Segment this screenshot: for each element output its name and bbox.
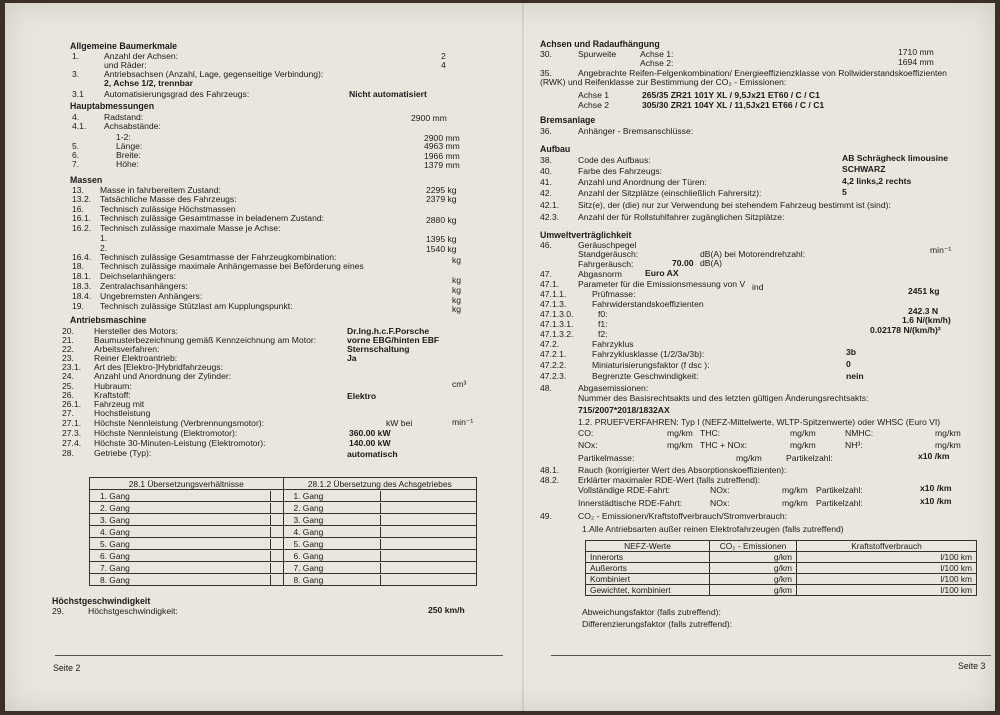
right_page-text-98: Erklärter maximaler RDE-Wert (falls zutreffend):: [578, 475, 761, 485]
right_page-text-111: 1.Alle Antriebsarten außer reinen Elektrofahrzeugen (falls zutreffend): [582, 524, 844, 534]
right_page-text-45: Euro AX: [645, 268, 679, 278]
left_page-text-72: Arbeitsverfahren:: [94, 344, 160, 354]
right_page-text-90: mg/km: [935, 440, 961, 450]
co2-table-row: [586, 563, 977, 574]
co2-cell-co2: g/km: [710, 585, 797, 596]
right_page-text-110: CO₂ - Emissionen/Kraftstoffverbrauch/Stromverbrauch:: [578, 511, 788, 521]
gear-label: 3. Gang: [293, 514, 324, 525]
right_page-text-83: NMHC:: [845, 428, 874, 438]
left_page-text-84: 26.: [62, 390, 74, 400]
right_page-text-32: 42.3.: [540, 212, 560, 222]
left_page-text-78: Art des [Elektro-]Hybridfahrzeugs:: [94, 362, 223, 372]
right_page-text-25: Anzahl und Anordnung der Türen:: [578, 177, 707, 187]
right_page-text-30: 42.1.: [540, 200, 560, 210]
left_page-text-5: 4: [441, 60, 446, 70]
left_page-text-20: 5.: [72, 141, 80, 151]
right_page-text-76: Nummer des Basisrechtsakts und des letzten gültigen Änderungsrechtsakts:: [578, 393, 869, 403]
right_page-text-11: 265/35 ZR21 101Y XL / 9,5Jx21 ET60 / C / C1: [642, 90, 820, 100]
left_page-text-14: Radstand:: [104, 112, 144, 122]
right_page-text-61: f2:: [598, 329, 608, 339]
gear-table-header: 28.1.2 Übersetzung des Achsgetriebes: [283, 478, 477, 490]
left_page-text-36: 16.: [72, 204, 84, 214]
right_page-text-34: Umweltverträglichkeit: [540, 230, 632, 240]
gear-table-row: [90, 550, 477, 562]
left_page-text-29: Massen: [70, 175, 103, 185]
left_page-text-9: 3.1: [72, 89, 84, 99]
right_page-text-8: Angebrachte Reifen-Felgenkombination/ Energieeffizienzklasse von Rollwiderstandskoeffizienten: [578, 68, 947, 78]
left_page-text-19: 2900 mm: [424, 133, 460, 143]
right_page-text-57: 47.1.3.1.: [540, 319, 574, 329]
left_page-text-104: Höchstgeschwindigkeit: [52, 596, 151, 606]
right_page-text-0: Achsen und Radaufhängung: [540, 39, 660, 49]
right_page-text-35: 46.: [540, 240, 552, 250]
left_page-text-35: 2379 kg: [426, 194, 457, 204]
co2-table-row: [586, 552, 977, 563]
left_page-text-28: 1379 mm: [424, 160, 460, 170]
left_page-text-76: Ja: [347, 353, 357, 363]
right_page-text-92: mg/km: [736, 453, 762, 463]
left_page-text-67: Dr.Ing.h.c.F.Porsche: [347, 326, 430, 336]
right_page-text-60: 47.1.3.2.: [540, 329, 574, 339]
right_page-text-81: THC:: [700, 428, 721, 438]
left_page-text-82: Hubraum:: [94, 381, 132, 391]
left_page-text-15: 2900 mm: [411, 113, 447, 123]
left_page-text-73: Sternschaltung: [347, 344, 410, 354]
right_page-text-88: mg/km: [790, 440, 816, 450]
left_page-text-27: Höhe:: [116, 159, 139, 169]
left_page-text-16: 4.1.: [72, 121, 87, 131]
right_page-text-80: mg/km: [667, 428, 693, 438]
left_page-text-38: 16.1.: [72, 213, 92, 223]
gear-table-row: [90, 502, 477, 514]
left_page-text-94: min⁻¹: [452, 417, 474, 427]
right_page-text-7: 35.: [540, 68, 552, 78]
right_page-text-112: Abweichungsfaktor (falls zutreffend):: [582, 607, 721, 617]
right_page-text-104: Innerstädtische RDE-Fahrt:: [578, 498, 683, 508]
left_page-text-49: kg: [452, 255, 462, 265]
right_page-text-13: 305/30 ZR21 104Y XL / 11,5Jx21 ET66 / C / C1: [642, 100, 825, 110]
right_page-text-65: 47.2.1.: [540, 349, 567, 359]
left_page-text-64: Antriebsmaschine: [70, 315, 147, 325]
right_page-text-37: Standgeräusch:: [578, 249, 639, 259]
left_page-text-0: Allgemeine Baumerkmale: [70, 41, 178, 51]
co2-cell-co2: g/km: [710, 552, 797, 563]
left_page-text-80: Anzahl und Anordnung der Zylinder:: [94, 371, 232, 381]
left_page-text-50: 18.: [72, 261, 84, 271]
right_page-text-95: 48.1.: [540, 465, 560, 475]
right_page-text-54: 47.1.3.0.: [540, 309, 574, 319]
right_page-text-39: min⁻¹: [930, 245, 952, 255]
right_page-text-56: 242.3 N: [908, 306, 939, 316]
right_page-text-26: 4,2 links,2 rechts: [842, 176, 912, 186]
left_page-text-52: 18.1.: [72, 271, 92, 281]
gear-table-row: [90, 514, 477, 526]
gear-table-header: 28.1 Übersetzungsverhältnisse: [90, 478, 284, 490]
left_page-text-7: Antriebsachsen (Anzahl, Lage, gegenseitige Verbindung):: [104, 69, 324, 79]
left_page-text-13: 4.: [72, 112, 80, 122]
left_page-text-79: 24.: [62, 371, 74, 381]
left_page-text-53: Deichselanhängers:: [100, 271, 176, 281]
right_page-text-107: Partikelzahl:: [816, 498, 863, 508]
gear-label: 8. Gang: [293, 574, 324, 585]
right_page-text-74: 48.: [540, 383, 552, 393]
left_page-text-8: 2, Achse 1/2, trennbar: [104, 78, 193, 88]
right_page-text-97: 48.2.: [540, 475, 560, 485]
footer-rule-left: [55, 655, 503, 656]
left_page-text-99: Höchste 30-Minuten-Leistung (Elektromotor):: [94, 438, 266, 448]
co2-cell-label: Außerorts: [586, 563, 710, 574]
right_page-text-20: AB Schrägheck limousine: [842, 153, 949, 163]
left_page-text-93: kW bei: [386, 418, 413, 428]
left_page-text-66: Hersteller des Motors:: [94, 326, 179, 336]
left_page-text-62: Technisch zulässige Stützlast am Kupplungspunkt:: [100, 301, 293, 311]
left_page-text-12: Hauptabmessungen: [70, 101, 155, 111]
gear-label: 2. Gang: [100, 502, 130, 513]
right_page-text-4: 1710 mm: [898, 47, 934, 57]
page-fold: [522, 3, 524, 711]
left_page-text-98: 27.4.: [62, 438, 82, 448]
right_page-text-89: NH³:: [845, 440, 863, 450]
right_page-text-64: Fahrzyklus: [592, 339, 634, 349]
right_page-text-59: 1.6 N/(km/h): [902, 315, 951, 325]
right_page-text-55: f0:: [598, 309, 608, 319]
left_page-text-37: Technisch zulässige Höchstmassen: [100, 204, 236, 214]
right_page-text-101: mg/km: [782, 485, 808, 495]
left_page-text-57: kg: [452, 285, 462, 295]
left_page-text-17: Achsabstände:: [104, 121, 161, 131]
right_page-text-2: Spurweite: [578, 49, 617, 59]
left_page-text-89: 27.: [62, 408, 74, 418]
right_page-text-43: 47.: [540, 269, 552, 279]
left_page-text-71: 22.: [62, 344, 74, 354]
left_page-text-26: 7.: [72, 159, 80, 169]
right_page-text-19: Code des Aufbaus:: [578, 155, 651, 165]
left_page-text-45: 2.: [100, 243, 108, 253]
left_page-text-87: 26.1.: [62, 399, 82, 409]
co2-table-row: [586, 585, 977, 596]
left_page-text-48: Technisch zulässige Gesamtmasse der Fahrzeugkombination:: [100, 252, 337, 262]
right_page-text-93: Partikelzahl:: [786, 453, 833, 463]
left_page-text-51: Technisch zulässige maximale Anhängemasse bei Beförderung eines: [100, 261, 364, 271]
left_page-text-105: 29.: [52, 606, 64, 616]
right_page-text-78: 1.2. PRUEFVERFAHREN: Typ I (NEFZ-Mittelwerte, WLTP-Spitzenwerte) oder WHSC (Euro VI): [578, 417, 941, 427]
right_page-text-70: 0: [846, 359, 851, 369]
left_page-text-70: vorne EBG/hinten EBF: [347, 335, 440, 345]
right_page-text-63: 47.2.: [540, 339, 560, 349]
left_page-text-10: Automatisierungsgrad des Fahrzeugs:: [104, 89, 250, 99]
left_page-text-83: cm³: [452, 379, 467, 389]
right_page-text-103: x10 /km: [920, 483, 952, 493]
right_page-text-17: Aufbau: [540, 144, 571, 154]
left_page-text-59: Ungebremsten Anhängers:: [100, 291, 203, 301]
right_page-text-113: Differenzierungsfaktor (falls zutreffend):: [582, 619, 733, 629]
left_page-text-40: 2880 kg: [426, 215, 457, 225]
co2-table-header: NEFZ-Werte: [586, 541, 710, 552]
left_page-text-91: 27.1.: [62, 418, 82, 428]
gear-label: 4. Gang: [293, 526, 324, 537]
left_page-text-30: 13.: [72, 185, 84, 195]
right_page-text-67: 3b: [846, 347, 857, 357]
right_page-text-87: THC + NOx:: [700, 440, 748, 450]
left_page-text-95: 27.3.: [62, 428, 82, 438]
right_page-text-52: 47.1.3.: [540, 299, 567, 309]
gear-label: 5. Gang: [293, 538, 324, 549]
right_page-text-33: Anzahl der für Rollstuhlfahrer zugänglichen Sitzplätze:: [578, 212, 785, 222]
right_page-text-73: nein: [846, 371, 864, 381]
right_page-text-21: 40.: [540, 166, 552, 176]
left_page-text-1: 1.: [72, 51, 80, 61]
gear-label: 6. Gang: [100, 550, 130, 561]
right_page-text-28: Anzahl der Sitzplätze (einschließlich Fahrersitz):: [578, 188, 762, 198]
right_page-text-53: Fahrwiderstandskoeffizienten: [592, 299, 704, 309]
co2-table-row: [586, 574, 977, 585]
right_page-text-100: NOx:: [710, 485, 730, 495]
co2-table-header: CO₂ - Emissionen: [710, 541, 797, 552]
right_page-text-31: Sitz(e), der (die) nur zur Verwendung bei stehendem Fahrzeug bestimmt ist (sind):: [578, 200, 891, 210]
co2-table-header: Kraftstoffverbrauch: [797, 541, 977, 552]
left_page-text-56: Zentralachsanhängers:: [100, 281, 188, 291]
footer-left: Seite 2: [53, 663, 81, 673]
left_page-text-44: 1395 kg: [426, 234, 457, 244]
gear-label: 3. Gang: [100, 514, 130, 525]
left_page-text-47: 16.4.: [72, 252, 92, 262]
co2-cell-label: Innerorts: [586, 552, 710, 563]
gear-ratio-table: [89, 477, 477, 586]
right_page-text-49: 47.1.1.: [540, 289, 567, 299]
right_page-text-91: Partikelmasse:: [578, 453, 635, 463]
left_page-text-31: Masse in fahrbereitem Zustand:: [100, 185, 221, 195]
right_page-text-109: 49.: [540, 511, 552, 521]
left_page-text-96: Höchste Nennleistung (Elektromotor):: [94, 428, 238, 438]
right_page-text-102: Partikelzahl:: [816, 485, 863, 495]
gear-label: 2. Gang: [293, 502, 324, 513]
document-sheet: [5, 3, 995, 711]
right_page-text-84: mg/km: [935, 428, 961, 438]
left_page-text-85: Kraftstoff:: [94, 390, 131, 400]
right_page-text-18: 38.: [540, 155, 552, 165]
right_page-text-94: x10 /km: [918, 451, 950, 461]
gear-table-row: [90, 526, 477, 538]
left_page-text-41: 16.2.: [72, 223, 92, 233]
right_page-text-72: Begrenzte Geschwindigkeit:: [592, 371, 699, 381]
right_page-text-85: NOx:: [578, 440, 598, 450]
left_page-text-18: 1-2:: [116, 132, 131, 142]
left_page-text-103: automatisch: [347, 449, 398, 459]
right_page-text-22: Farbe des Fahrzeugs:: [578, 166, 663, 176]
left_page-text-43: 1.: [100, 233, 108, 243]
right_page-text-14: Bremsanlage: [540, 115, 596, 125]
right_page-text-15: 36.: [540, 126, 552, 136]
left_page-text-2: Anzahl der Achsen:: [104, 51, 179, 61]
footer-rule-right: [551, 655, 991, 656]
right_page-text-58: f1:: [598, 319, 608, 329]
left_page-text-86: Elektro: [347, 391, 377, 401]
co2-cell-fuel: l/100 km: [797, 552, 977, 563]
left_page-text-77: 23.1.: [62, 362, 82, 372]
co2-cell-co2: g/km: [710, 563, 797, 574]
gear-table-row: [90, 538, 477, 550]
left_page-text-69: Baumusterbezeichnung gemäß Kennzeichnung am Motor:: [94, 335, 317, 345]
left_page-text-4: und Räder:: [104, 60, 147, 70]
left_page-text-81: 25.: [62, 381, 74, 391]
left_page-text-54: kg: [452, 275, 462, 285]
left_page-text-90: Hochstleistung: [94, 408, 151, 418]
left_page-text-6: 3.: [72, 69, 80, 79]
right_page-text-12: Achse 2: [578, 100, 610, 110]
left_page-text-68: 21.: [62, 335, 74, 345]
right_page-text-38: dB(A) bei Motorendrehzahl:: [700, 249, 806, 259]
left_page-text-75: Reiner Elektroantrieb:: [94, 353, 178, 363]
left_page-text-22: 4963 mm: [424, 141, 460, 151]
right_page-text-50: Prüfmasse:: [592, 289, 636, 299]
left_page-text-101: 28.: [62, 448, 74, 458]
gear-table-row: [90, 574, 477, 586]
co2-cell-co2: g/km: [710, 574, 797, 585]
gear-label: 7. Gang: [100, 562, 130, 573]
co2-cell-label: Kombiniert: [586, 574, 710, 585]
right_page-text-23: SCHWARZ: [842, 164, 886, 174]
right_page-text-16: Anhänger - Bremsanschlüsse:: [578, 126, 694, 136]
right_page-text-106: mg/km: [782, 498, 808, 508]
right_page-text-27: 42.: [540, 188, 552, 198]
right_page-text-47: Parameter für die Emissionsmessung von V: [578, 279, 746, 289]
right_page-text-46: 47.1.: [540, 279, 560, 289]
gear-label: 5. Gang: [100, 538, 130, 549]
left_page-text-100: 140.00 kW: [349, 438, 391, 448]
left_page-text-33: 13.2.: [72, 194, 92, 204]
left_page-text-61: 19.: [72, 301, 84, 311]
right_page-text-5: Achse 2:: [640, 58, 674, 68]
left_page-text-34: Tatsächliche Masse des Fahrzeugs:: [100, 194, 237, 204]
left_page-text-32: 2295 kg: [426, 185, 457, 195]
left_page-text-25: 1966 mm: [424, 151, 460, 161]
co2-cell-fuel: l/100 km: [797, 574, 977, 585]
right_page-text-29: 5: [842, 187, 847, 197]
right_page-text-48: ind: [752, 282, 764, 292]
right_page-text-9: (RWK) und Reifenklasse zur Bestimmung der CO₂ - Emissionen:: [540, 77, 787, 87]
co2-cell-fuel: l/100 km: [797, 563, 977, 574]
gear-label: 4. Gang: [100, 526, 130, 537]
right_page-text-62: 0.02178 N/(km/h)²: [870, 325, 941, 335]
left_page-text-65: 20.: [62, 326, 74, 336]
right_page-text-68: 47.2.2.: [540, 360, 567, 370]
left_page-text-97: 360.00 kW: [349, 428, 391, 438]
left_page-text-106: Höchstgeschwindigkeit:: [88, 606, 178, 616]
footer-right: Seite 3: [958, 661, 986, 671]
co2-cell-fuel: l/100 km: [797, 585, 977, 596]
right_page-text-40: Fahrgeräusch:: [578, 259, 634, 269]
right_page-text-66: Fahrzyklusklasse (1/2/3a/3b):: [592, 349, 705, 359]
right_page-text-108: x10 /km: [920, 496, 952, 506]
gear-label: 6. Gang: [293, 550, 324, 561]
right_page-text-6: 1694 mm: [898, 57, 934, 67]
gear-label: 7. Gang: [293, 562, 324, 573]
left_page-text-11: Nicht automatisiert: [349, 89, 427, 99]
right_page-text-42: dB(A): [700, 258, 722, 268]
left_page-text-21: Länge:: [116, 141, 143, 151]
right_page-text-86: mg/km: [667, 440, 693, 450]
left_page-text-55: 18.3.: [72, 281, 92, 291]
right_page-text-69: Miniaturisierungsfaktor (f dsc ):: [592, 360, 710, 370]
right_page-text-24: 41.: [540, 177, 552, 187]
co2-table: [585, 540, 977, 596]
left_page-text-39: Technisch zulässige Gesamtmasse in beladenem Zustand:: [100, 213, 325, 223]
left_page-text-92: Höchste Nennleistung (Verbrennungsmotor):: [94, 418, 265, 428]
co2-cell-label: Gewichtet, kombiniert: [586, 585, 710, 596]
left_page-text-107: 250 km/h: [428, 605, 465, 615]
left_page-text-74: 23.: [62, 353, 74, 363]
gear-label: 8. Gang: [100, 574, 130, 585]
left_page-text-60: kg: [452, 295, 462, 305]
right_page-text-10: Achse 1: [578, 90, 610, 100]
right_page-text-36: Geräuschpegel: [578, 240, 637, 250]
right_page-text-1: 30.: [540, 49, 552, 59]
gear-label: 1. Gang: [100, 490, 130, 501]
gear-table-row: [90, 562, 477, 574]
left_page-text-88: Fahrzeug mit: [94, 399, 145, 409]
left_page-text-102: Getriebe (Typ):: [94, 448, 152, 458]
right_page-text-96: Rauch (korrigierter Wert des Absorptionskoeffizienten):: [578, 465, 787, 475]
right_page-text-3: Achse 1:: [640, 49, 674, 59]
right_page-text-79: CO:: [578, 428, 594, 438]
right_page-text-71: 47.2.3.: [540, 371, 567, 381]
left_page-text-24: Breite:: [116, 150, 141, 160]
right_page-text-44: Abgasnorm: [578, 269, 622, 279]
right_page-text-77: 715/2007*2018/1832AX: [578, 405, 670, 415]
gear-table-row: [90, 490, 477, 502]
left_page-text-58: 18.4.: [72, 291, 92, 301]
right_page-text-51: 2451 kg: [908, 286, 940, 296]
left_page-text-23: 6.: [72, 150, 80, 160]
right_page-text-75: Abgasemissionen:: [578, 383, 649, 393]
gear-label: 1. Gang: [293, 490, 324, 501]
left_page-text-3: 2: [441, 51, 446, 61]
left_page-text-63: kg: [452, 304, 462, 314]
right_page-text-99: Vollständige RDE-Fahrt:: [578, 485, 671, 495]
right_page-text-41: 70.00: [672, 258, 694, 268]
left_page-text-46: 1540 kg: [426, 244, 457, 254]
left_page-text-42: Technisch zulässige maximale Masse je Achse:: [100, 223, 281, 233]
right_page-text-82: mg/km: [790, 428, 816, 438]
right_page-text-105: NOx:: [710, 498, 730, 508]
